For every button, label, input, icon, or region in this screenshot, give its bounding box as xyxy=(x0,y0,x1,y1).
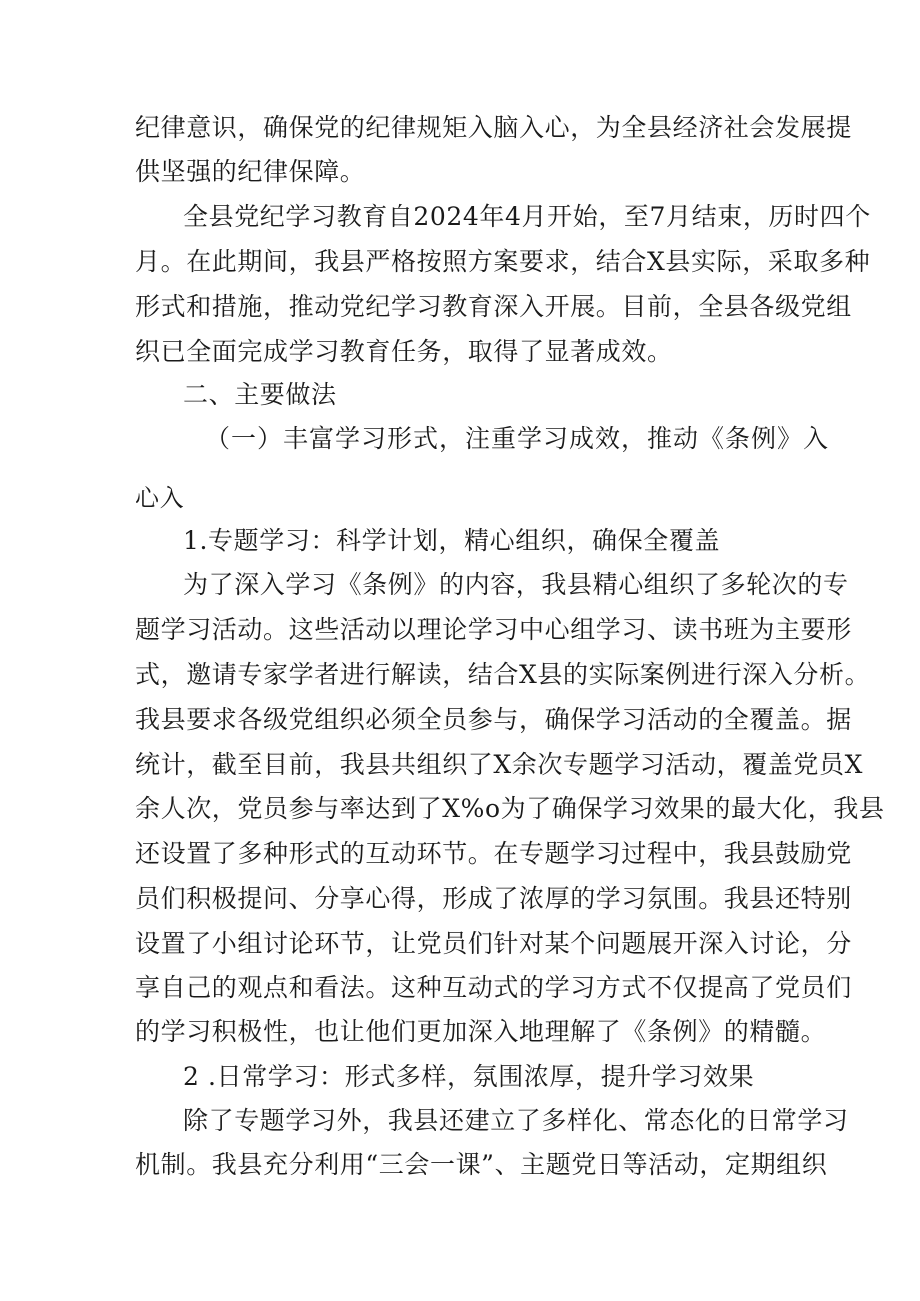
paragraph-line: 式，邀请专家学者进行解读，结合X县的实际案例进行深入分析。 xyxy=(135,660,871,689)
paragraph-line: 月。在此期间，我县严格按照方案要求，结合X县实际，采取多种 xyxy=(135,247,871,276)
paragraph-line: 余人次，党员参与率达到了X%o为了确保学习效果的最大化，我县 xyxy=(135,794,885,823)
subsection-heading-continuation: 心入 xyxy=(135,484,185,512)
paragraph-line: 设置了小组讨论环节，让党员们针对某个问题展开深入讨论，分 xyxy=(135,929,852,958)
paragraph-line: 供坚强的纪律保障。 xyxy=(135,157,366,186)
paragraph-line: 机制。我县充分利用“三会一课”、主题党日等活动，定期组织 xyxy=(135,1150,828,1179)
paragraph-line: 统计，截至目前，我县共组织了X余次专题学习活动，覆盖党员X xyxy=(135,750,863,779)
paragraph-line: 为了深入学习《条例》的内容，我县精心组织了多轮次的专 xyxy=(183,570,849,599)
subsection-heading: （一）丰富学习形式，注重学习成效，推动《条例》入 xyxy=(205,424,830,453)
paragraph-line: 除了专题学习外，我县还建立了多样化、常态化的日常学习 xyxy=(183,1106,849,1135)
item-heading: 1.专题学习：科学计划，精心组织，确保全覆盖 xyxy=(183,526,721,555)
paragraph-line: 还设置了多种形式的互动环节。在专题学习过程中，我县鼓励党 xyxy=(135,839,852,868)
paragraph-line: 我县要求各级党组织必须全员参与，确保学习活动的全覆盖。据 xyxy=(135,705,852,734)
paragraph-line: 的学习积极性，也让他们更加深入地理解了《条例》的精髓。 xyxy=(135,1017,827,1046)
section-heading: 二、主要做法 xyxy=(183,380,337,409)
paragraph-line: 织已全面完成学习教育任务，取得了显著成效。 xyxy=(135,337,673,366)
paragraph-line: 纪律意识，确保党的纪律规矩入脑入心，为全县经济社会发展提 xyxy=(135,113,852,142)
item-heading: 2 .日常学习：形式多样，氛围浓厚，提升学习效果 xyxy=(183,1062,755,1091)
paragraph-line: 全县党纪学习教育自2024年4月开始，至7月结束，历时四个 xyxy=(183,202,871,231)
paragraph-line: 题学习活动。这些活动以理论学习中心组学习、读书班为主要形 xyxy=(135,615,852,644)
paragraph-line: 员们积极提问、分享心得，形成了浓厚的学习氛围。我县还特别 xyxy=(135,884,852,913)
paragraph-line: 形式和措施，推动党纪学习教育深入开展。目前，全县各级党组 xyxy=(135,292,852,321)
paragraph-line: 享自己的观点和看法。这种互动式的学习方式不仅提高了党员们 xyxy=(135,973,852,1002)
